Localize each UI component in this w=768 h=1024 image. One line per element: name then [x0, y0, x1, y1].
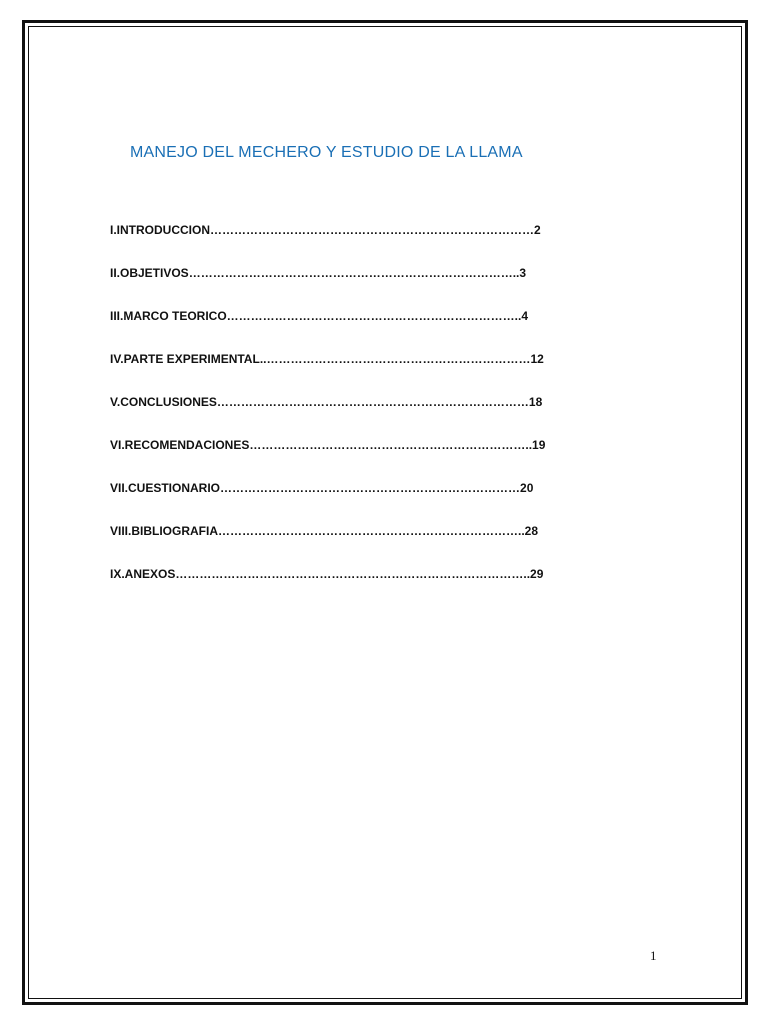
toc-entry-parte-experimental [110, 349, 545, 392]
toc-entry-introduccion [110, 220, 545, 263]
toc-entry-leader: …………………………………………………………….. [249, 438, 533, 452]
toc-entry-page: 19 [532, 438, 546, 452]
toc-entry-leader: ……………………………………………………………………… [210, 223, 534, 237]
toc-entry-page: 4 [521, 309, 529, 323]
toc-entry-page: 28 [524, 524, 539, 538]
toc-entry-leader: ..………………………………………………………… [259, 352, 531, 366]
toc-entry-label: II.OBJETIVOS [110, 266, 189, 280]
toc-entry-page: 20 [520, 481, 534, 495]
toc-entry-leader: ……………………………………………………………………….. [188, 266, 520, 280]
toc-entry-page: 12 [530, 352, 544, 366]
toc-entry-leader: ………………………………………………………………….. [218, 524, 525, 538]
toc-entry-page: 3 [519, 266, 527, 280]
toc-entry-objetivos [110, 263, 545, 306]
toc-entry-leader: ………………………………………………………………… [220, 481, 521, 495]
document-title: MANEJO DEL MECHERO Y ESTUDIO DE LA LLAMA [130, 144, 523, 161]
toc-entry-anexos [110, 564, 545, 607]
toc-entry-label: VIII.BIBLIOGRAFIA [110, 524, 218, 538]
toc-entry-label: VII.CUESTIONARIO [110, 481, 221, 495]
toc-entry-cuestionario [110, 478, 545, 521]
toc-entry-recomendaciones [110, 435, 545, 478]
toc-entry-page: 29 [530, 567, 544, 581]
toc-entry-label: V.CONCLUSIONES [110, 395, 217, 409]
table-of-contents [110, 220, 545, 607]
toc-entry-leader: …………………………………………………………………………….. [175, 567, 531, 581]
toc-entry-leader: …………………………………………………………………… [216, 395, 529, 409]
toc-entry-label: IV.PARTE EXPERIMENTAL [110, 352, 260, 366]
toc-entry-bibliografia [110, 521, 545, 564]
toc-entry-page: 2 [534, 223, 541, 237]
toc-entry-marco-teorico [110, 306, 545, 349]
toc-entry-label: I.INTRODUCCION [110, 223, 210, 237]
toc-entry-label: III.MARCO TEORICO [110, 309, 227, 323]
toc-entry-conclusiones [110, 392, 545, 435]
toc-entry-label: VI.RECOMENDACIONES [110, 438, 250, 452]
page-number: 1 [650, 948, 657, 963]
toc-entry-label: IX.ANEXOS [110, 567, 176, 581]
toc-entry-page: 18 [528, 395, 543, 409]
toc-entry-leader: ……………………………………………………………….. [226, 309, 522, 323]
